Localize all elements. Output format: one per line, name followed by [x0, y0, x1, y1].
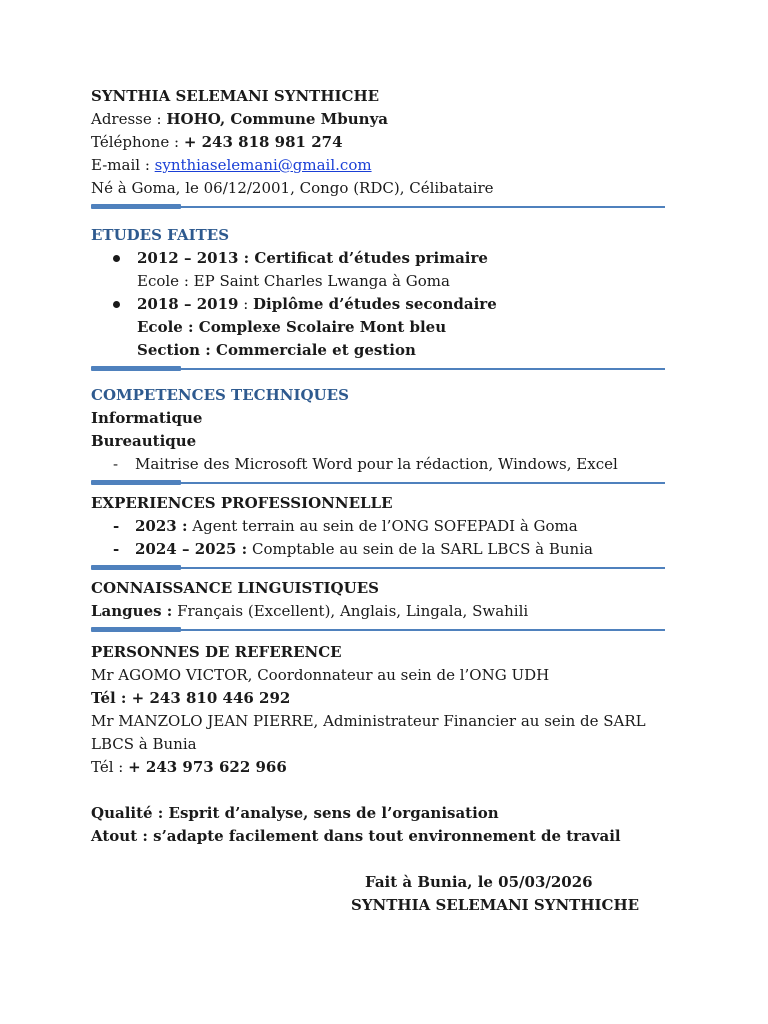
signature-name: SYNTHIA SELEMANI SYNTHICHE: [351, 896, 640, 914]
address-value: HOHO, Commune Mbunya: [166, 110, 389, 128]
langues-label: Langues :: [91, 602, 173, 620]
competences-sub-informatique: Informatique: [91, 409, 203, 427]
dash-marker: -: [113, 517, 120, 535]
competences-heading: COMPETENCES TECHNIQUES: [91, 386, 349, 404]
experiences-heading: EXPERIENCES PROFESSIONNELLE: [91, 494, 393, 512]
experience-item-2: [91, 538, 661, 561]
atout-line: Atout : s’adapte facilement dans tout environnement de travail: [91, 827, 621, 845]
section-divider: [91, 623, 661, 635]
experience-item-2-text: Comptable au sein de la SARL LBCS à Bunia: [247, 540, 593, 558]
experience-item-1: [91, 515, 661, 538]
address-line: [91, 108, 661, 131]
reference-2-tel-value: + 243 973 622 966: [128, 758, 287, 776]
signature-place-date: Fait à Bunia, le 05/03/2026: [365, 873, 593, 891]
etudes-item-2: [91, 293, 661, 316]
phone-value: + 243 818 981 274: [183, 133, 343, 151]
reference-2-name-line2: LBCS à Bunia: [91, 735, 197, 753]
section-divider: [91, 200, 661, 212]
competences-item: [91, 453, 661, 476]
bullet-icon: [91, 247, 137, 270]
address-label: Adresse :: [91, 110, 167, 128]
reference-2-name-line1: Mr MANZOLO JEAN PIERRE, Administrateur Financier au sein de SARL: [91, 712, 646, 730]
etudes-item-2-school: Ecole : Complexe Scolaire Mont bleu: [137, 318, 447, 336]
dash-marker: -: [113, 540, 120, 558]
email-link[interactable]: synthiaselemani@gmail.com: [154, 156, 372, 174]
section-divider: [91, 362, 661, 374]
competences-sub-bureautique: Bureautique: [91, 432, 197, 450]
email-line: [91, 154, 661, 177]
section-divider: [91, 561, 661, 573]
etudes-item-2-section: Section : Commerciale et gestion: [137, 341, 416, 359]
langues-value: Français (Excellent), Anglais, Lingala, Swahili: [172, 602, 529, 620]
dash-marker: -: [113, 455, 119, 473]
etudes-item-2-diploma: Diplôme d’études secondaire: [253, 295, 497, 313]
bullet-icon: [91, 293, 137, 316]
etudes-item-1: [91, 247, 661, 270]
etudes-heading: ETUDES FAITES: [91, 226, 230, 244]
experience-item-1-text: Agent terrain au sein de l’ONG SOFEPADI à Goma: [187, 517, 578, 535]
reference-2-tel-label: Tél :: [91, 758, 129, 776]
email-label: E-mail :: [91, 156, 155, 174]
reference-1-tel: Tél : + 243 810 446 292: [91, 689, 291, 707]
references-heading: PERSONNES DE REFERENCE: [91, 643, 342, 661]
phone-line: [91, 131, 661, 154]
langues-line: [91, 600, 661, 623]
competences-item-text: Maitrise des Microsoft Word pour la rédaction, Windows, Excel: [135, 455, 618, 473]
cv-page: [91, 85, 661, 917]
birth-line: Né à Goma, le 06/12/2001, Congo (RDC), Célibataire: [91, 179, 494, 197]
etudes-item-2-sep: :: [238, 295, 254, 313]
qualite-line: Qualité : Esprit d’analyse, sens de l’organisation: [91, 804, 499, 822]
reference-1-name: Mr AGOMO VICTOR, Coordonnateur au sein de l’ONG UDH: [91, 666, 550, 684]
etudes-item-1-title: 2012 – 2013 : Certificat d’études primaire: [137, 249, 488, 267]
etudes-item-2-period: 2018 – 2019: [137, 295, 239, 313]
langues-heading: CONNAISSANCE LINGUISTIQUES: [91, 579, 379, 597]
etudes-item-1-school: Ecole : EP Saint Charles Lwanga à Goma: [137, 272, 450, 290]
phone-label: Téléphone :: [91, 133, 184, 151]
experience-item-1-period: 2023 :: [135, 517, 188, 535]
experience-item-2-period: 2024 – 2025 :: [135, 540, 248, 558]
candidate-name: SYNTHIA SELEMANI SYNTHICHE: [91, 87, 380, 105]
section-divider: [91, 476, 661, 488]
reference-2-tel: [91, 756, 661, 779]
